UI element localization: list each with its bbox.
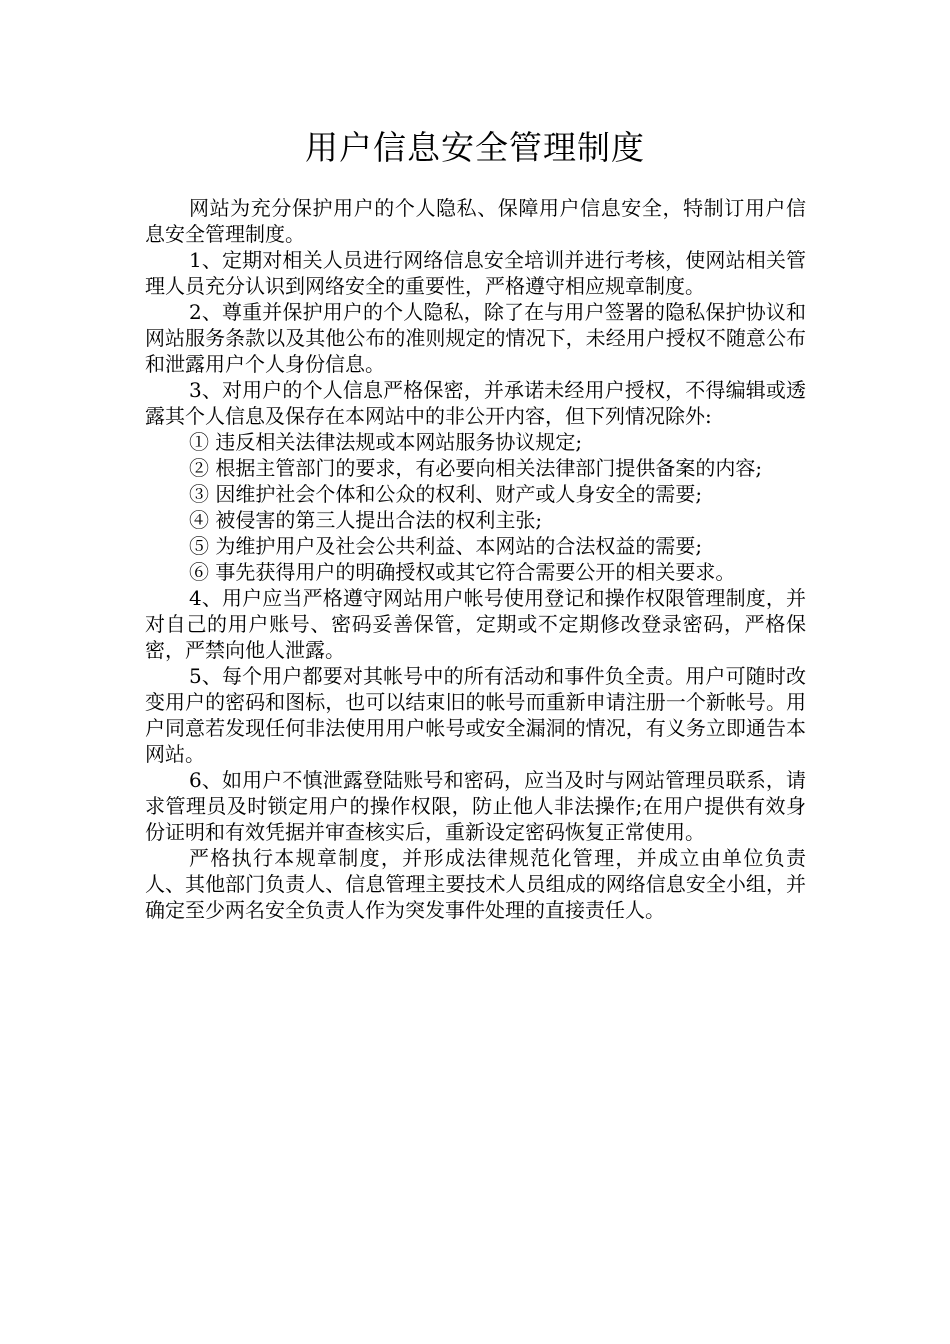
clause-4: 4、用户应当严格遵守网站用户帐号使用登记和操作权限管理制度，并对自己的用户账号、密码妥善保管，定期或不定期修改登录密码，严格保密，严禁向他人泄露。 xyxy=(145,586,806,662)
clause-2: 2、尊重并保护用户的个人隐私，除了在与用户签署的隐私保护协议和网站服务条款以及其他公布的准则规定的情况下，未经用户授权不随意公布和泄露用户个人身份信息。 xyxy=(145,300,806,376)
document-body xyxy=(145,195,806,923)
exception-item-5: ⑤ 为维护用户及社会公共利益、本网站的合法权益的需要; xyxy=(189,534,703,558)
clause-1: 1、定期对相关人员进行网络信息安全培训并进行考核，使网站相关管理人员充分认识到网络安全的重要性，严格遵守相应规章制度。 xyxy=(145,248,806,298)
exception-item-1: ① 违反相关法律法规或本网站服务协议规定; xyxy=(189,430,583,454)
closing-paragraph: 严格执行本规章制度，并形成法律规范化管理，并成立由单位负责人、其他部门负责人、信息管理主要技术人员组成的网络信息安全小组，并确定至少两名安全负责人作为突发事件处理的直接责任人。 xyxy=(145,846,806,922)
exception-item-4: ④ 被侵害的第三人提出合法的权利主张; xyxy=(189,508,543,532)
clause-5: 5、每个用户都要对其帐号中的所有活动和事件负全责。用户可随时改变用户的密码和图标，也可以结束旧的帐号而重新申请注册一个新帐号。用户同意若发现任何非法使用用户帐号或安全漏洞的情况，有义务立即通告本网站。 xyxy=(145,664,806,766)
clause-3: 3、对用户的个人信息严格保密，并承诺未经用户授权，不得编辑或透露其个人信息及保存在本网站中的非公开内容，但下列情况除外: xyxy=(145,378,806,428)
intro-paragraph: 网站为充分保护用户的个人隐私、保障用户信息安全，特制订用户信息安全管理制度。 xyxy=(145,196,806,246)
clause-6: 6、如用户不慎泄露登陆账号和密码，应当及时与网站管理员联系，请求管理员及时锁定用户的操作权限，防止他人非法操作;在用户提供有效身份证明和有效凭据并审查核实后，重新设定密码恢复正常使用。 xyxy=(145,768,806,844)
exception-item-6: ⑥ 事先获得用户的明确授权或其它符合需要公开的相关要求。 xyxy=(189,560,736,584)
exception-item-3: ③ 因维护社会个体和公众的权利、财产或人身安全的需要; xyxy=(189,482,703,506)
exception-item-2: ② 根据主管部门的要求，有必要向相关法律部门提供备案的内容; xyxy=(189,456,763,480)
document-title: 用户信息安全管理制度 xyxy=(305,128,645,167)
